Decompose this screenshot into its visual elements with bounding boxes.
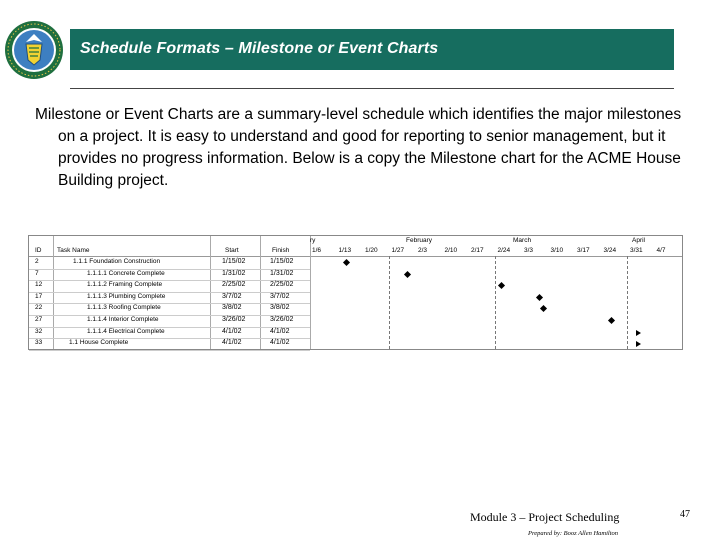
row-divider <box>29 292 310 293</box>
milestone-chart <box>28 235 683 350</box>
row-task-name: 1.1.1.4 Electrical Complete <box>87 327 165 335</box>
row-id: 17 <box>35 292 43 300</box>
page-number: 47 <box>680 509 690 520</box>
header-start: Start <box>225 247 239 254</box>
footer-module: Module 3 – Project Scheduling <box>470 510 620 524</box>
week-gridline <box>627 256 628 349</box>
row-id: 27 <box>35 316 43 323</box>
row-divider <box>29 327 310 328</box>
header-id: ID <box>35 247 42 254</box>
week-label: 3/3 <box>524 247 534 254</box>
milestone-diamond-marker <box>343 259 350 266</box>
row-divider <box>29 350 310 351</box>
row-task-name: 1.1.1 Foundation Construction <box>73 258 161 265</box>
slide-title: Schedule Formats – Milestone or Event Charts <box>80 40 439 57</box>
row-id: 2 <box>35 258 39 265</box>
row-divider <box>29 303 310 304</box>
title-divider <box>70 88 674 89</box>
row-start-date: 2/25/02 <box>222 281 246 289</box>
milestone-arrow-marker <box>636 341 641 347</box>
body-paragraph: Milestone or Event Charts are a summary-level schedule which identifies the major milestones on a project. It is easy to understand and good for reporting to senior management, but it provides no progress information. Below is a copy the Milestone chart for the ACME House Building project. <box>35 106 682 189</box>
row-task-name: 1.1.1.3 Roofing Complete <box>87 304 161 312</box>
row-id: 22 <box>35 304 43 312</box>
row-finish-date: 4/1/02 <box>270 327 290 335</box>
milestone-diamond-marker <box>498 282 505 289</box>
column-divider <box>310 236 311 349</box>
month-label: April <box>632 237 646 244</box>
slide-body <box>35 104 695 192</box>
row-task-name: 1.1 House Complete <box>69 339 129 347</box>
week-label: 3/24 <box>603 247 617 254</box>
month-label: February <box>406 237 433 244</box>
month-label: ry <box>310 237 316 244</box>
row-start-date: 1/15/02 <box>222 258 246 265</box>
header-task: Task Name <box>57 247 90 254</box>
milestone-diamond-marker <box>540 305 547 312</box>
row-start-date: 4/1/02 <box>222 339 242 347</box>
week-label: 1/20 <box>365 247 378 254</box>
row-finish-date: 1/15/02 <box>270 258 294 265</box>
row-finish-date: 4/1/02 <box>270 339 290 347</box>
week-label: 3/17 <box>577 247 590 254</box>
title-bar <box>70 29 674 70</box>
row-task-name: 1.1.1.4 Interior Complete <box>87 316 159 323</box>
row-start-date: 4/1/02 <box>222 327 242 335</box>
week-label: 2/24 <box>497 247 511 254</box>
row-id: 33 <box>35 339 43 347</box>
row-divider <box>29 280 310 281</box>
header-finish: Finish <box>272 247 290 254</box>
month-label: March <box>513 237 532 244</box>
week-label: 1/6 <box>312 247 322 254</box>
row-id: 32 <box>35 327 43 335</box>
row-id: 7 <box>35 269 39 277</box>
row-start-date: 3/8/02 <box>222 304 242 312</box>
week-label: 1/13 <box>338 247 352 254</box>
milestone-diamond-marker <box>608 317 615 324</box>
row-task-name: 1.1.1.1 Concrete Complete <box>87 269 165 277</box>
row-task-name: 1.1.1.3 Plumbing Complete <box>87 292 166 300</box>
footer-prepared-by: Prepared by: Booz Allen Hamilton <box>528 530 619 537</box>
week-label: 3/31 <box>630 247 643 254</box>
row-start-date: 3/26/02 <box>222 316 246 323</box>
week-label: 2/3 <box>418 247 428 254</box>
row-finish-date: 3/8/02 <box>270 304 290 312</box>
row-divider <box>29 315 310 316</box>
row-finish-date: 3/26/02 <box>270 316 294 323</box>
week-label: 4/7 <box>656 247 666 254</box>
row-task-name: 1.1.1.2 Framing Complete <box>87 281 163 289</box>
row-finish-date: 3/7/02 <box>270 292 290 300</box>
week-label: 1/27 <box>391 247 405 254</box>
milestone-diamond-marker <box>404 271 411 278</box>
milestone-diamond-marker <box>536 294 543 301</box>
row-start-date: 1/31/02 <box>222 269 246 277</box>
row-id: 12 <box>35 281 43 289</box>
row-start-date: 3/7/02 <box>222 292 242 300</box>
row-divider <box>29 269 310 270</box>
week-label: 2/17 <box>471 247 484 254</box>
week-gridline <box>389 256 390 349</box>
week-label: 3/10 <box>550 247 564 254</box>
week-label: 2/10 <box>444 247 458 254</box>
row-finish-date: 1/31/02 <box>270 269 294 277</box>
milestone-arrow-marker <box>636 330 641 336</box>
row-finish-date: 2/25/02 <box>270 281 294 289</box>
week-gridline <box>495 256 496 349</box>
doe-seal-logo <box>4 20 64 80</box>
